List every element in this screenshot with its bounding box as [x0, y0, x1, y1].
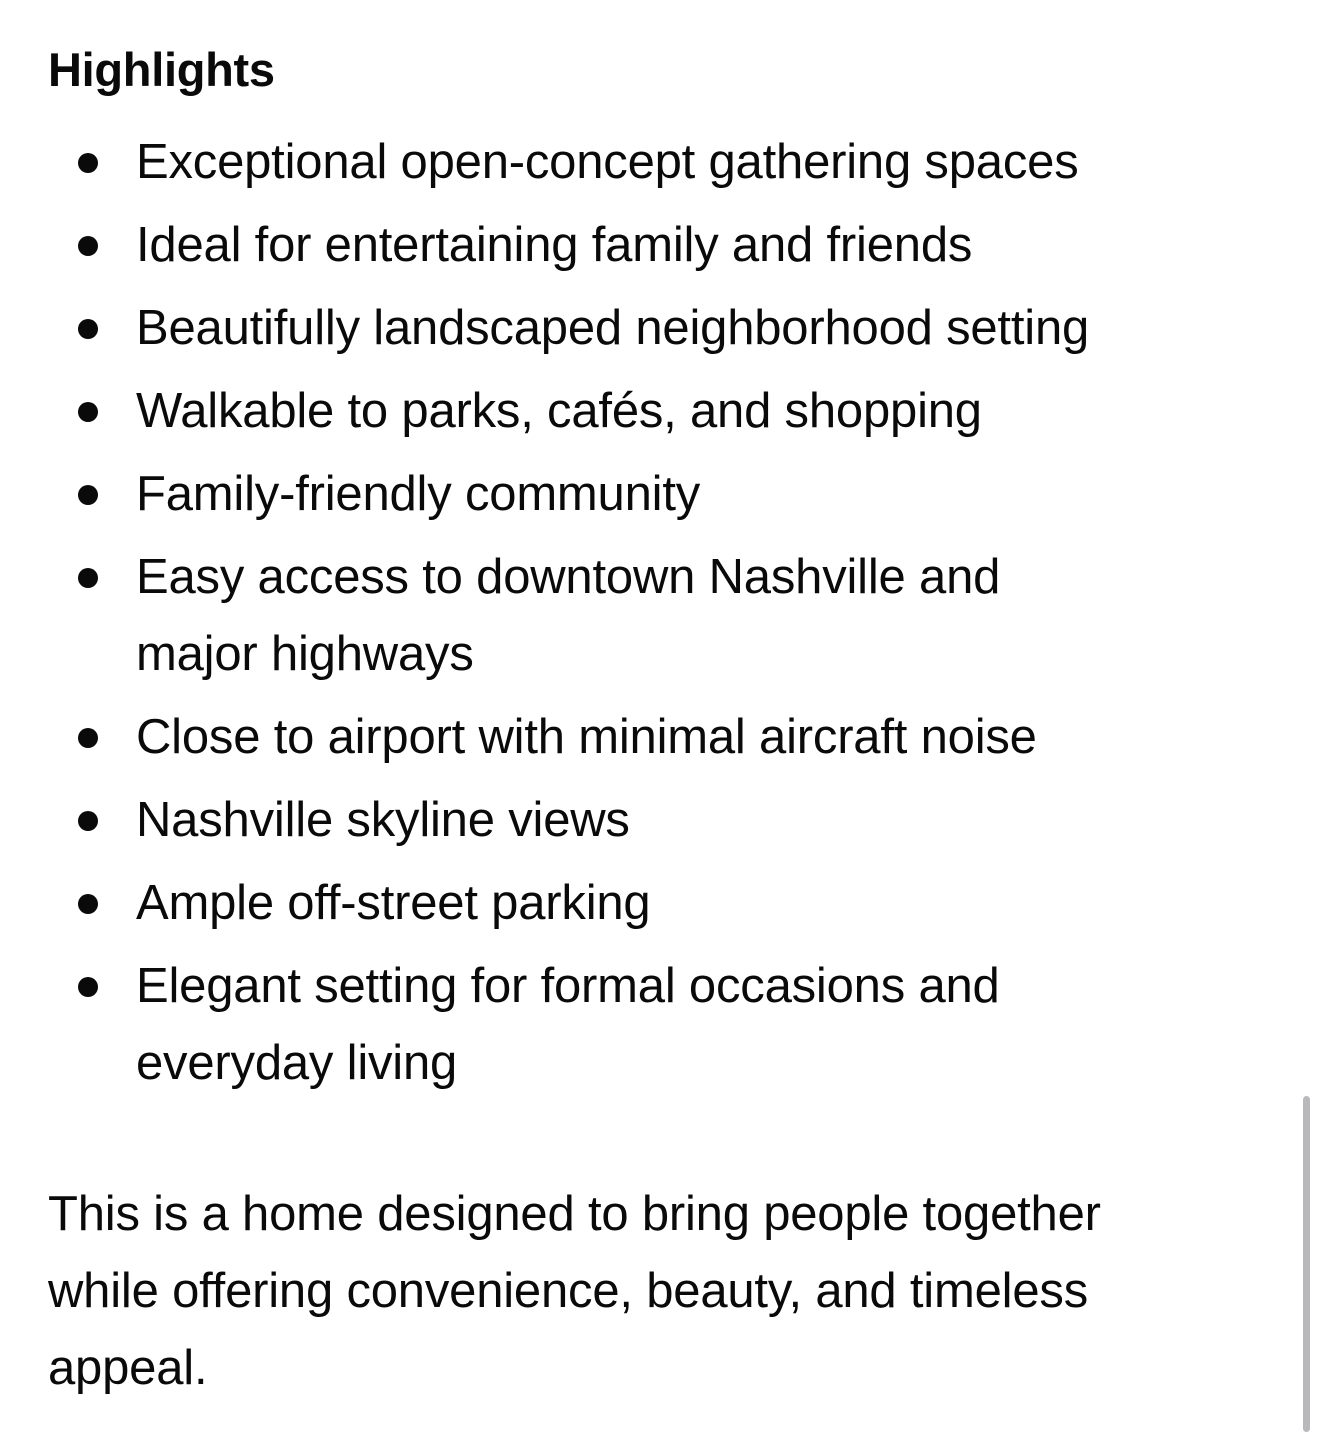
highlight-item [48, 124, 1248, 201]
highlight-item [48, 456, 1248, 533]
highlight-text: Beautifully landscaped neighborhood setting [136, 301, 1090, 355]
bullet-icon [78, 153, 98, 173]
highlight-item [48, 865, 1248, 942]
closing-paragraph: This is a home designed to bring people together while offering convenience, beauty, and timeless appeal. [48, 1187, 1101, 1395]
highlight-text: Elegant setting for formal occasions and everyday living [136, 959, 1000, 1090]
highlight-text: Walkable to parks, cafés, and shopping [136, 384, 982, 438]
highlight-text: Ample off-street parking [136, 876, 651, 930]
bullet-icon [78, 485, 98, 505]
highlight-text: Exceptional open-concept gathering spaces [136, 135, 1079, 189]
highlight-text: Close to airport with minimal aircraft noise [136, 710, 1037, 764]
highlight-text: Easy access to downtown Nashville and major highways [136, 550, 1001, 681]
highlight-text: Ideal for entertaining family and friends [136, 218, 973, 272]
bullet-icon [78, 402, 98, 422]
highlight-item [48, 539, 1116, 693]
highlight-text: Family-friendly community [136, 467, 701, 521]
highlight-item [48, 373, 1248, 450]
highlight-item [48, 699, 1248, 776]
highlight-item [48, 948, 1156, 1102]
bullet-icon [78, 977, 98, 997]
highlight-item [48, 207, 1248, 284]
bullet-icon [78, 236, 98, 256]
scrollbar-thumb[interactable] [1303, 1096, 1310, 1432]
bullet-icon [78, 568, 98, 588]
highlight-item [48, 782, 1248, 859]
section-heading: Highlights [48, 43, 275, 96]
highlight-item [48, 290, 1248, 367]
highlight-text: Nashville skyline views [136, 793, 630, 847]
bullet-icon [78, 811, 98, 831]
bullet-icon [78, 728, 98, 748]
bullet-icon [78, 894, 98, 914]
highlights-list [48, 124, 1248, 1108]
bullet-icon [78, 319, 98, 339]
